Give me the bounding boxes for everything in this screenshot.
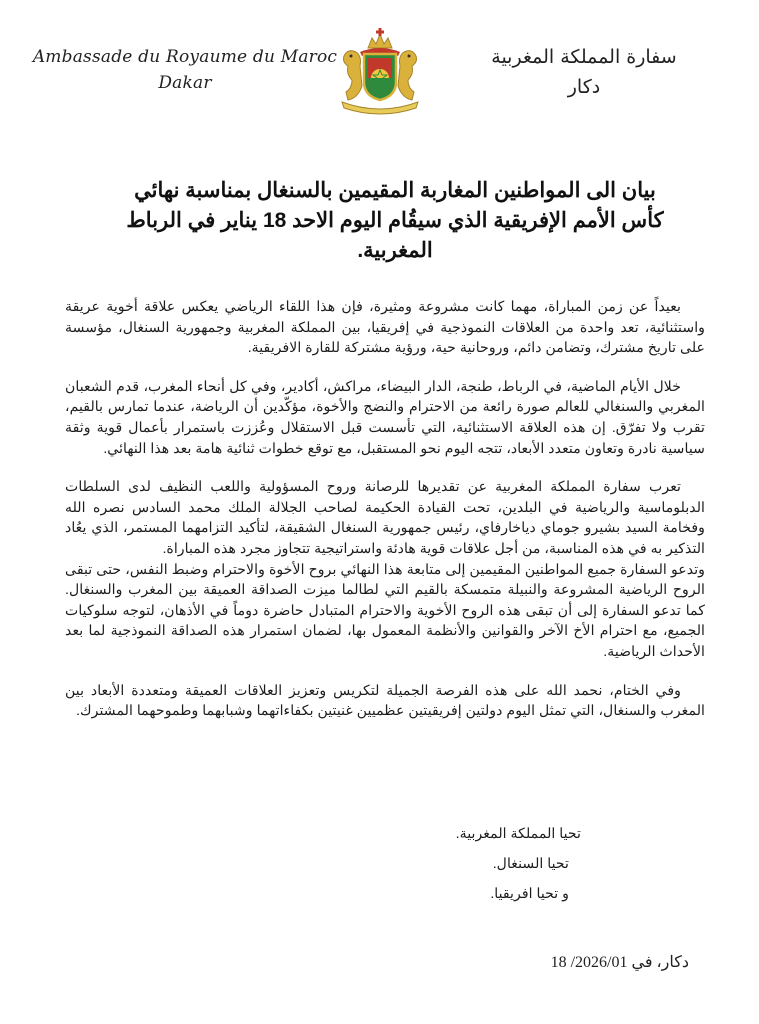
document-title xyxy=(110,176,680,266)
letterhead-french xyxy=(20,44,350,96)
place-and-date: دكار، في 2026/01/ 18 xyxy=(550,954,689,971)
closing-line: تحيا المملكة المغربية. xyxy=(455,826,581,842)
moroccan-coat-of-arms-icon xyxy=(334,26,426,118)
paragraph-past-days: خلال الأيام الماضية، في الرباط، طنجة، الدار البيضاء، مراكش، أكادير، وفي كل أنحاء المغرب، قدم الشعبان المغربي والسنغالي للعالم صورة رائعة من الاحترام والنضج والأخوة، مؤكّدين أن الرياضة، عندما تمارس بالقيم، تقرب ولا تفرّق. إن هذه العلاقة الاستثنائية، التي تأسست قبل الاستقلال وعُززت باستمرار بأعمال قوية وثقة سياسية نادرة وتعاون متعدد الأبعاد، تتجه اليوم نحو المستقبل، مع توقع خطوات ثنائية هامة بعد هذا النهائي. xyxy=(65,378,705,457)
closing-line: و تحيا افريقيا. xyxy=(490,886,569,902)
document-body xyxy=(65,297,705,740)
city-arabic: دكار xyxy=(567,76,601,98)
title-line-2: كأس الأمم الإفريقية الذي سيقُام اليوم الاحد 18 يناير في الرباط xyxy=(126,209,664,232)
closing-line: تحيا السنغال. xyxy=(492,856,569,872)
paragraph-call-to-citizens: وتدعو السفارة جميع المواطنين المقيمين إلى متابعة هذا النهائي بروح الأخوة والاحترام وضبط النفس، حتى تبقى الروح الرياضية المشروعة والنبيلة متمسكة بالقيم التي لطالما ميزت الصداقة العميقة بين المغرب والسنغال. كما تدعو السفارة إلى أن تبقى هذه الروح الأخوية والاحترام المتبادل حاضرة دوماً في الأذهان، لتوجه سلوكيات الجميع، مع احترام الأخ الآخر والقوانين والأنظمة المعمول بها، لضمان استمرار هذه الصداقة النموذجية لما بعد الأحداث الرياضية. xyxy=(65,561,705,660)
letterhead-arabic xyxy=(429,42,739,102)
closing-salutations xyxy=(456,824,581,914)
letterhead xyxy=(0,0,759,130)
paragraph-intro: بعيداً عن زمن المباراة، مهما كانت مشروعة ومثيرة، فإن هذا اللقاء الرياضي يعكس علاقة أخوية عريقة واستثنائية، تعد واحدة من العلاقات النموذجية في إفريقيا، بين المملكة المغربية وجمهورية السنغال، مؤسسة على تاريخ مشترك، وتضامن دائم، وروحانية حية، ورؤية مشتركة للقارة الافريقية. xyxy=(65,299,705,357)
title-line-3: المغربية. xyxy=(357,239,433,262)
embassy-name-french: Ambassade du Royaume du Maroc xyxy=(32,47,338,67)
city-french: Dakar xyxy=(158,73,212,93)
paragraph-conclusion: وفي الختام، نحمد الله على هذه الفرصة الجميلة لتكريس وتعزيز العلاقات العميقة ومتعددة الأبعاد بين المغرب والسنغال، التي تمثل اليوم دولتين إفريقيتين عظميين غنيتين بكفاءاتهما وشبابهما وطموحهما المشترك. xyxy=(65,682,705,720)
title-line-1: بيان الى المواطنين المغاربة المقيمين بالسنغال بمناسبة نهائي xyxy=(134,179,656,202)
paragraph-appreciation: تعرب سفارة المملكة المغربية عن تقديرها للرصانة وروح المسؤولية واللعب النظيف لدى السلطات الدبلوماسية والرياضية في البلدين، تحت القيادة الحكيمة لصاحب الجلالة الملك محمد السادس نصره الله وفخامة السيد بشيرو جوماي دياخارفاي، رئيس جمهورية السنغال الشقيقة، لتأكيد التزامهما المستمر، الذي يعُاد التذكير به في هذه المناسبة، من أجل علاقات قوية هادئة واستراتيجية تتجاوز مجرد هذه المباراة. xyxy=(65,479,705,557)
embassy-name-arabic: سفارة المملكة المغربية xyxy=(491,46,677,68)
